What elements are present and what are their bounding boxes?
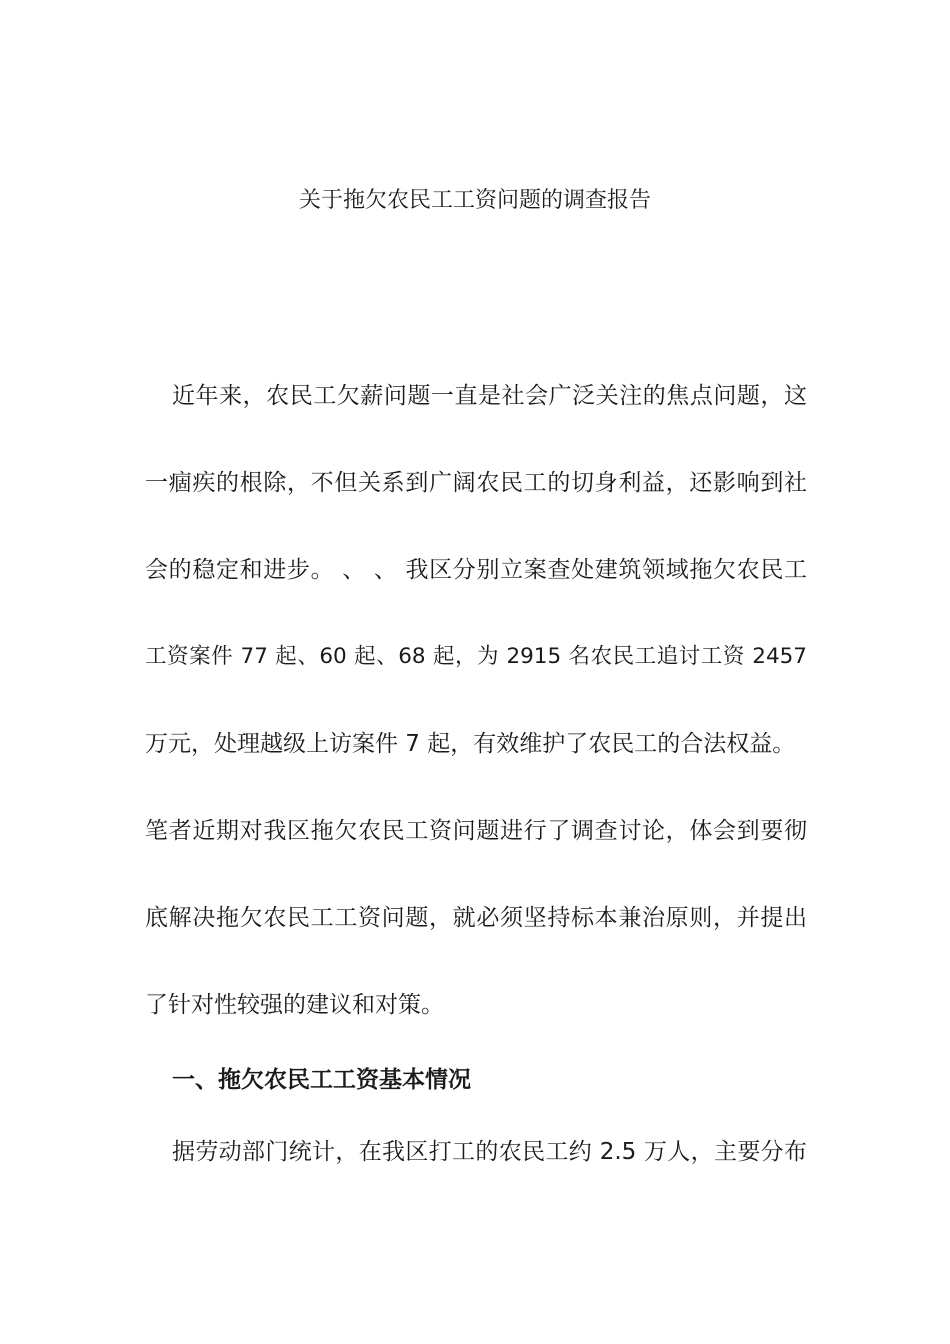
paragraph-line: 底解决拖欠农民工工资问题，就必须坚持标本兼治原则，并提出 — [145, 905, 807, 931]
paragraph-line: 万元，处理越级上访案件 7 起，有效维护了农民工的合法权益。 — [145, 731, 796, 757]
paragraph-line: 一痼疾的根除，不但关系到广阔农民工的切身利益，还影响到社 — [145, 470, 807, 496]
document-title: 关于拖欠农民工工资问题的调查报告 — [298, 188, 651, 213]
paragraph-line: 近年来，农民工欠薪问题一直是社会广泛关注的焦点问题，这 — [172, 383, 807, 409]
paragraph-line: 据劳动部门统计，在我区打工的农民工约 2.5 万人，主要分布 — [172, 1139, 807, 1165]
paragraph-line: 工资案件 77 起、60 起、68 起，为 2915 名农民工追讨工资 2457 — [145, 644, 807, 669]
paragraph-line: 会的稳定和进步。 、 、 我区分别立案查处建筑领域拖欠农民工 — [145, 557, 807, 583]
paragraph-line: 了针对性较强的建议和对策。 — [145, 992, 444, 1018]
section-heading: 一、拖欠农民工工资基本情况 — [172, 1067, 471, 1093]
paragraph-line: 笔者近期对我区拖欠农民工资问题进行了调查讨论，体会到要彻 — [145, 818, 807, 844]
